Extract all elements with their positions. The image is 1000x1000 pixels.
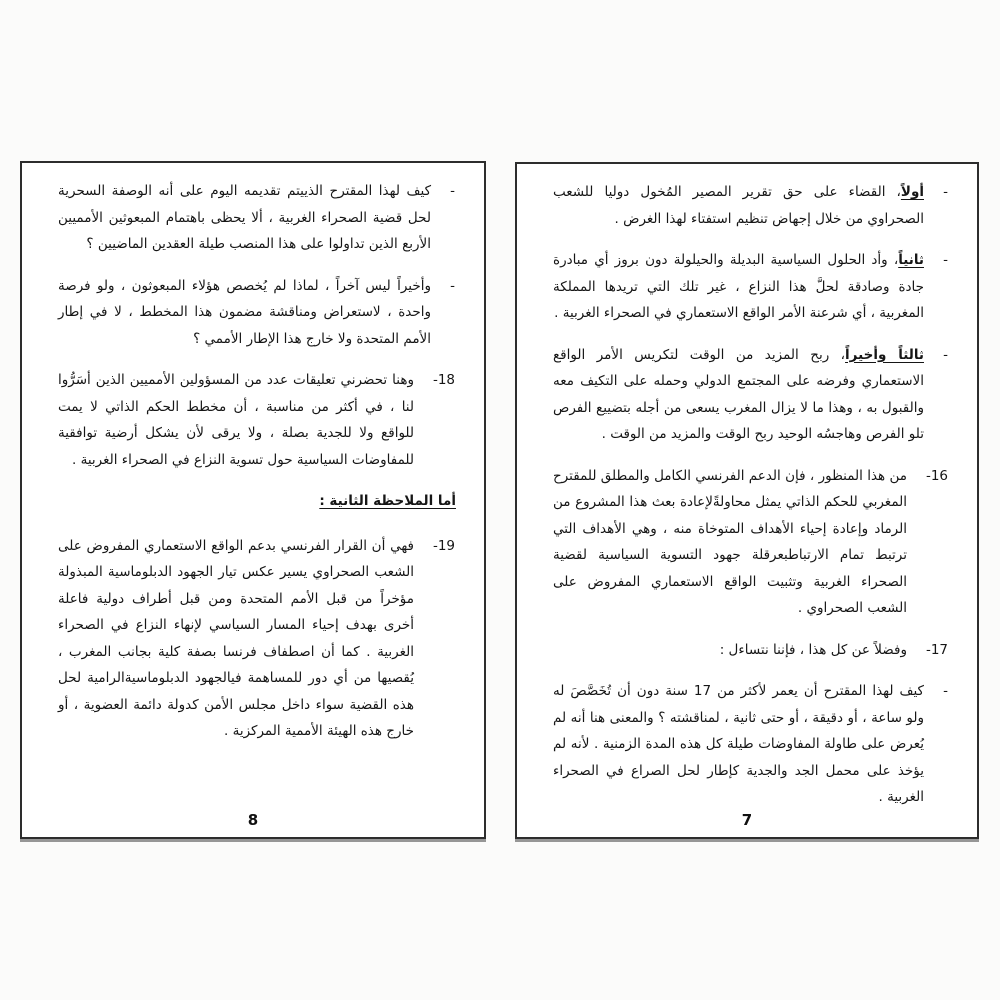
item-number: 19-: [432, 537, 455, 554]
list-marker: -: [943, 346, 948, 363]
paragraph-item: [553, 342, 949, 448]
item-number: 17-: [925, 641, 948, 658]
paragraph-text: كيف لهذا المقترح أن يعمر لأكثر من 17 سنة دون أن تُخَصَّصَ له ولو ساعة ، أو دقيقة ، أو حتى ثانية ، لمناقشته ؟ والمعنى هنا أنه لم يُعرض على طاولة المفاوضات طيلة كل هذه المدة الزمنية . لأنه لم يؤخذ على محمل الجد والجدية كإطار لحل الصراع في الصحراء الغربية .: [553, 683, 924, 805]
paragraph-text: من هذا المنظور ، فإن الدعم الفرنسي الكامل والمطلق للمقترح المغربي للحكم الذاتي يمثل محاولةًلإعادة بعث هذا المشروع من الرماد وإعادة إحياء الأهداف المتوخاة منه ، وهي الأهداف التي ترتبط تمام الارتباطبعرقلة جهود التسوية السياسية لقضية الصحراء الغربية وتثبيت الواقع الاستعماري المفروض على الشعب الصحراوي .: [553, 467, 907, 616]
paragraph-item: [58, 273, 456, 353]
paragraph-text: ، القضاء على حق تقرير المصير المُخول دوليا للشعب الصحراوي من خلال إجهاض تنظيم استفتاء لهذا الغرض .: [553, 184, 924, 227]
paragraph-item: [553, 179, 949, 232]
paragraph-item: [553, 678, 949, 811]
paragraph-item: [58, 178, 456, 258]
paragraph-text: كيف لهذا المقترح الذييتم تقديمه اليوم على أنه الوصفة السحرية لحل قضية الصحراء الغربية ، ألا يحظى باهتمام المبعوثين الأمميين الأربع الذين تداولوا على هذا المنصب طيلة العقدين الماضيين ؟: [58, 183, 431, 252]
paragraph-item: [58, 367, 456, 473]
list-marker: -: [450, 277, 455, 294]
scanned-page-right: [515, 162, 979, 839]
paragraph-text: وفضلاً عن كل هذا ، فإننا نتساءل :: [719, 641, 907, 658]
page-8-body: [22, 163, 484, 837]
page-7-body: [517, 164, 977, 837]
paragraph-item: [58, 533, 456, 745]
scanned-page-left: [20, 161, 486, 839]
paragraph-text: وهنا تحضرني تعليقات عدد من المسؤولين الأمميين الذين أسَرُّوا لنا ، في أكثر من مناسبة ، أن مخطط الحكم الذاتي لا يمت للواقع ولا للجدية بصلة ، ولا يرقى لأن يشكل أرضية توافقية للمفاوضات السياسية حول تسوية النزاع في الصحراء الغربية .: [58, 372, 414, 468]
list-marker: -: [943, 184, 948, 200]
page-number: 7: [741, 811, 753, 829]
item-number: 18-: [432, 372, 455, 388]
paragraph-item: [553, 247, 949, 327]
paragraph-text: ، ربح المزيد من الوقت لتكريس الأمر الواقع الاستعماري وفرضه على المجتمع الدولي وحمله على التكيف معه والقبول به ، وهذا ما لا يزال المغرب يسعى من أجله بتضييع الفرص تلو الفرص وهاجسُه الوحيد ربح الوقت والمزيد من الوقت .: [553, 346, 924, 442]
paragraph-text: وأخيراً ليس آخراً ، لماذا لم يُخصص هؤلاء المبعوثون ، ولو فرصة واحدة ، لاستعراض ومناقشة مضمون هذا المخطط ، لا في إطار الأمم المتحدة ولا خارج هذا الإطار الأممي ؟: [58, 277, 431, 347]
lead-word: ثالثاً وأخيراً: [845, 346, 924, 363]
paragraph-item: [553, 463, 949, 622]
paragraph-text: ، وأد الحلول السياسية البديلة والحيلولة دون بروز أي مبادرة جادة وصادقة لحلَّ هذا النزاع ، غير تلك التي تريدها المملكة المغربية ، أي شرعنة الأمر الواقع الاستعماري في الصحراء الغربية .: [553, 252, 924, 321]
section-heading-text: أما الملاحظة الثانية :: [319, 493, 456, 509]
list-marker: -: [943, 683, 948, 699]
list-marker: -: [943, 252, 948, 268]
section-heading: [58, 488, 456, 515]
lead-word: أولاً: [900, 184, 924, 200]
paragraph-item: [553, 637, 949, 664]
paragraph-text: فهي أن القرار الفرنسي بدعم الواقع الاستعماري المفروض على الشعب الصحراوي يسير عكس تيار الجهود الدبلوماسية المبذولة مؤخراً من قبل الأمم المتحدة ومن قبل أطراف دولية فاعلة أخرى بهدف إحياء المسار السياسي لإنهاء النزاع في الصحراء الغربية . كما أن اصطفاف فرنسا بصفة كلية بجانب المغرب ، يُقصيها من أي دور للمساهمة فيالجهود الدبلوماسيةالرامية لحل هذه القضية سواء داخل مجلس الأمن كدولة دائمة العضوية ، أو خارج هذه الهيئة الأممية المركزية .: [58, 537, 414, 739]
page-number: 8: [247, 811, 259, 829]
lead-word: ثانياً: [898, 252, 924, 268]
list-marker: -: [450, 183, 455, 199]
item-number: 16-: [925, 467, 948, 484]
